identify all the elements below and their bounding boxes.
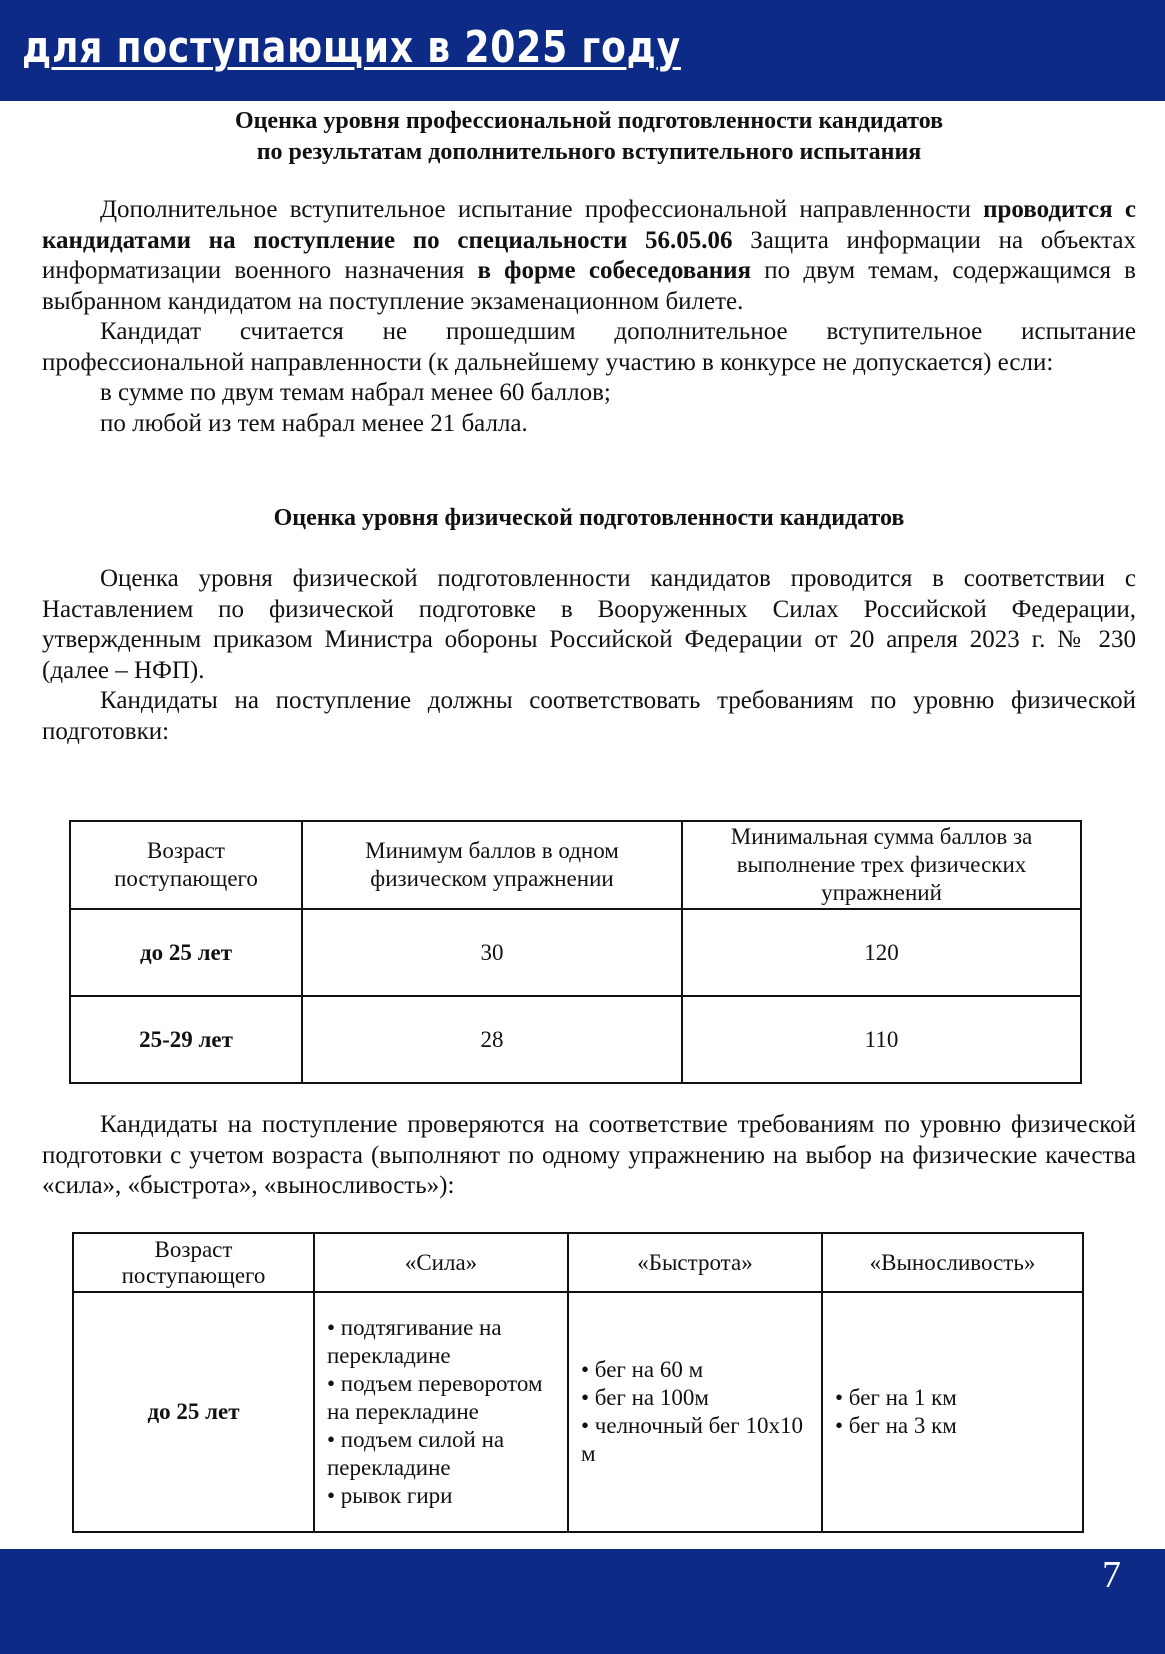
table-cell: 30 bbox=[302, 909, 682, 996]
list-item: • подъем силой на перекладине bbox=[327, 1427, 505, 1480]
p1-part-b: проводится с кандидатами на поступление по специальности 56.05.06 bbox=[42, 196, 1137, 254]
header-title: для поступающих в 2025 году bbox=[22, 22, 681, 73]
section2-paragraph3: Кандидаты на поступление проверяются на соответствие требованиям по уровню физической подготовки с учетом возраста (выполняют по одному упражнению на выбор на физические качества «сила», «быстрота», «выносливость»): bbox=[42, 1111, 1136, 1199]
section2-paragraph1: Оценка уровня физической подготовленности кандидатов проводится в соответствии с Наставлением по физической подготовке в Вооруженных Силах Российской Федерации, утвержденным приказом Министра обороны Российской Федерации от 20 апреля 2023 г. № 230 (далее – НФП). bbox=[42, 565, 1136, 684]
list-item: • бег на 3 км bbox=[835, 1413, 957, 1438]
table-header-row bbox=[70, 821, 1081, 909]
table-header-cell: «Быстрота» bbox=[568, 1233, 822, 1292]
table-cell-sila bbox=[314, 1292, 568, 1532]
fitness-requirements-table bbox=[69, 820, 1082, 1084]
table-cell-age: до 25 лет bbox=[73, 1292, 314, 1532]
p1-part-c: Защита информации на объектах информатизации военного назначения bbox=[42, 226, 1136, 284]
page-number: 7 bbox=[1102, 1554, 1121, 1596]
table-cell: 120 bbox=[682, 909, 1081, 996]
table-cell: 25-29 лет bbox=[70, 996, 302, 1083]
list-item: • бег на 100м bbox=[581, 1385, 709, 1410]
list-item: • челночный бег 10х10 м bbox=[581, 1413, 803, 1466]
section1-heading-line2: по результатам дополнительного вступительного испытания bbox=[256, 139, 922, 165]
table-header-cell: Возраст поступающего bbox=[73, 1233, 314, 1292]
table-row bbox=[70, 996, 1081, 1083]
footer-band bbox=[0, 1549, 1165, 1654]
section1-paragraph2: Кандидат считается не прошедшим дополнительное вступительное испытание профессиональной направленности (к дальнейшему участию в конкурсе не допускается) если: bbox=[42, 318, 1136, 376]
p1-part-d: в форме собеседования bbox=[477, 257, 752, 284]
section1-paragraph1 bbox=[42, 195, 1136, 317]
section1-item2: по любой из тем набрал менее 21 балла. bbox=[100, 409, 528, 437]
table-header-row bbox=[73, 1233, 1083, 1292]
list-item: • подтягивание на перекладине bbox=[327, 1315, 502, 1368]
header-band bbox=[0, 0, 1165, 101]
page-content bbox=[42, 104, 1136, 747]
table-header-cell: «Сила» bbox=[314, 1233, 568, 1292]
table-header-cell: «Выносливость» bbox=[822, 1233, 1083, 1292]
section1-heading-line1: Оценка уровня профессиональной подготовленности кандидатов bbox=[234, 108, 944, 134]
table-cell-vynoslivost bbox=[822, 1292, 1083, 1532]
table-cell: 28 bbox=[302, 996, 682, 1083]
exercises-table bbox=[72, 1232, 1084, 1533]
table-row bbox=[70, 909, 1081, 996]
list-item: • бег на 60 м bbox=[581, 1357, 704, 1382]
section2-heading: Оценка уровня физической подготовленности кандидатов bbox=[273, 505, 905, 531]
p1-part-a: Дополнительное вступительное испытание профессиональной направленности bbox=[100, 196, 984, 223]
list-item: • бег на 1 км bbox=[835, 1385, 957, 1410]
table-cell-bystrota bbox=[568, 1292, 822, 1532]
table-header-cell: Минимальная сумма баллов за выполнение трех физических упражнений bbox=[682, 821, 1081, 909]
table-cell: 110 bbox=[682, 996, 1081, 1083]
section1-item1: в сумме по двум темам набрал менее 60 баллов; bbox=[100, 379, 611, 406]
table-header-cell: Минимум баллов в одном физическом упражнении bbox=[302, 821, 682, 909]
table-cell: до 25 лет bbox=[70, 909, 302, 996]
p1-part-e: по двум темам, содержащимся в выбранном кандидатом на поступление экзаменационном билете. bbox=[42, 257, 1136, 315]
list-item: • рывок гири bbox=[327, 1483, 453, 1508]
table-row bbox=[73, 1292, 1083, 1532]
list-item: • подъем переворотом на перекладине bbox=[327, 1371, 543, 1424]
section2-paragraph2: Кандидаты на поступление должны соответствовать требованиям по уровню физической подготовки: bbox=[42, 687, 1136, 745]
table-header-cell: Возраст поступающего bbox=[70, 821, 302, 909]
